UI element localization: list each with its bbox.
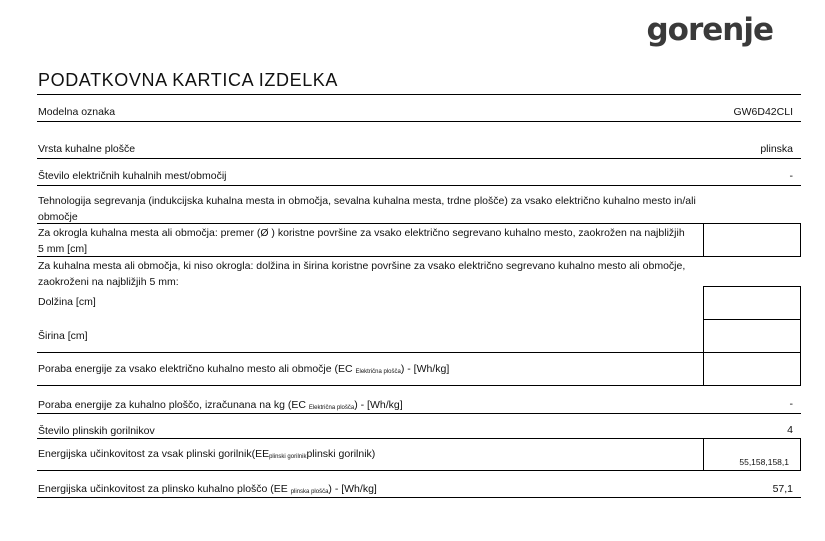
heating-tech-label: Tehnologija segrevanja (indukcijska kuhalna mesta in območja, sevalna kuhalna mesta, trdne plošče) za vsako električno kuhalno mesto in/ali območje: [38, 195, 696, 223]
divider: [37, 470, 703, 471]
divider: [37, 185, 801, 186]
model-value: GW6D42CLI: [733, 106, 793, 118]
divider: [37, 385, 703, 386]
circular-zones-label: Za okrogla kuhalna mesta ali območja: premer (Ø ) koristne površine za vsako električno segrevano kuhalno mesto, zaokrožen na najbližjih 5 mm [cm]: [38, 227, 685, 255]
ee-hob-value: 57,1: [772, 483, 793, 495]
divider: [37, 413, 801, 414]
divider: [37, 158, 801, 159]
electric-zones-label: Število električnih kuhalnih mest/območij: [38, 170, 227, 182]
ee-hob-label: Energijska učinkovitost za plinsko kuhalno ploščo (EE $_{plinska plošča}$) - [Wh/kg]: [38, 483, 377, 495]
gas-burners-label: Število plinskih gorilnikov: [38, 425, 155, 437]
hob-type-value: plinska: [760, 143, 793, 155]
divider: [37, 438, 801, 439]
ec-zone-label: Poraba energije za vsako električno kuhalno mesto ali območje (EC $_{Električna plošča}$) - [Wh/kg]: [38, 363, 450, 375]
ee-burner-value: 55,158,158,1: [739, 457, 789, 467]
ec-hob-label: Poraba energije za kuhalno ploščo, izračunana na kg (EC $_{Električna plošča}$) - [Wh/kg]: [38, 399, 403, 411]
length-value-cell: [703, 286, 801, 320]
hob-type-label: Vrsta kuhalne plošče: [38, 143, 136, 155]
divider: [37, 223, 801, 224]
ec-zone-value-cell: [703, 352, 801, 386]
length-label: Dolžina [cm]: [38, 296, 96, 308]
divider: [37, 497, 801, 498]
noncircular-zones-label: Za kuhalna mesta ali območja, ki niso okrogla: dolžina in širina koristne površine za vsako električno segrevano kuhalno mesto ali območje, zaokroženi na najbližjih 5 mm:: [38, 260, 686, 288]
width-value-cell: [703, 319, 801, 353]
brand-logo: gorenje: [646, 12, 773, 48]
divider: [37, 256, 703, 257]
divider: [37, 352, 703, 353]
ec-hob-value: -: [789, 398, 793, 410]
divider: [37, 121, 801, 122]
model-label: Modelna oznaka: [38, 106, 116, 118]
width-label: Širina [cm]: [38, 330, 88, 342]
ee-burner-label: Energijska učinkovitost za vsak plinski $gorilnik(EE_{plinski gorilnik}plinski$ gorilnik): [38, 448, 376, 460]
gas-burners-value: 4: [787, 424, 793, 436]
divider: [37, 94, 801, 95]
page-title: PODATKOVNA KARTICA IZDELKA: [38, 70, 339, 90]
circular-zones-value-cell: [703, 223, 801, 257]
electric-zones-value: -: [789, 170, 793, 182]
